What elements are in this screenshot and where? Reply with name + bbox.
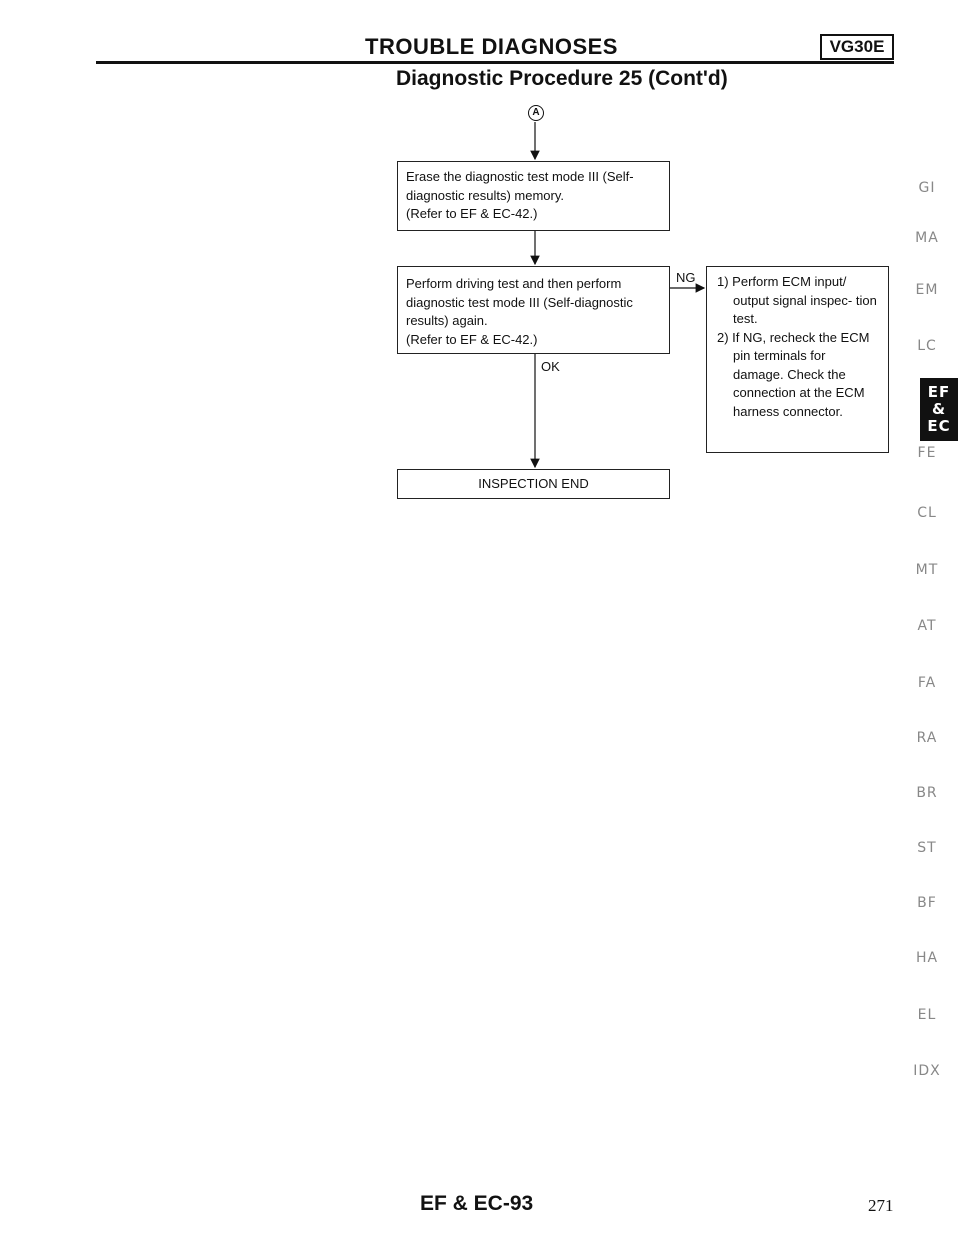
step2-line: Perform driving test and then perform <box>406 276 622 291</box>
ok-branch-label: OK <box>541 359 560 374</box>
section-tab-idx[interactable]: IDX <box>913 1063 941 1079</box>
section-tab-el[interactable]: EL <box>917 1007 937 1023</box>
step2-line: diagnostic test mode III (Self-diagnostic <box>406 294 633 310</box>
page-code: EF & EC-93 <box>420 1192 534 1215</box>
section-tab-lc[interactable]: LC <box>917 338 937 354</box>
section-tab-ra[interactable]: RA <box>916 730 938 746</box>
header-title: TROUBLE DIAGNOSES <box>365 34 618 59</box>
section-tab-fe[interactable]: FE <box>917 445 937 461</box>
section-tab-ha[interactable]: HA <box>915 950 939 966</box>
step1-line: diagnostic results) memory. <box>406 187 564 203</box>
section-tab-bf[interactable]: BF <box>917 895 937 911</box>
ng-branch-label: NG <box>676 270 696 285</box>
step1-line: (Refer to EF & EC-42.) <box>406 206 538 221</box>
section-tab-br[interactable]: BR <box>916 785 938 801</box>
section-tab-at[interactable]: AT <box>917 618 937 634</box>
section-tab-ma[interactable]: MA <box>915 230 939 246</box>
flow-inspection-end: INSPECTION END <box>397 469 670 499</box>
section-tab-em[interactable]: EM <box>915 282 939 298</box>
model-code-badge: VG30E <box>820 34 894 60</box>
ng-action-item: 2) If NG, recheck the ECM pin terminals for damage. Check the connection at the ECM harness connector. <box>717 329 870 419</box>
section-tab-st[interactable]: ST <box>917 840 937 856</box>
step1-line: Erase the diagnostic test mode III (Self- <box>406 169 634 184</box>
ng-action-item: 1) Perform ECM input/ output signal inspec- tion test. <box>717 274 877 326</box>
section-tab-ef-ec[interactable]: EF & EC <box>920 378 958 441</box>
section-tab-mt[interactable]: MT <box>915 562 939 578</box>
page-subtitle: Diagnostic Procedure 25 (Cont'd) <box>396 67 728 90</box>
flow-ng-actions <box>706 266 889 453</box>
step2-line: results) again. <box>406 313 488 328</box>
step2-line: (Refer to EF & EC-42.) <box>406 331 538 347</box>
section-tab-cl[interactable]: CL <box>917 505 937 521</box>
page-number: 271 <box>868 1196 894 1215</box>
flow-continuation-marker: A <box>528 105 544 121</box>
section-tab-fa[interactable]: FA <box>917 675 937 691</box>
flow-step-driving-test <box>397 266 670 354</box>
section-tab-gi[interactable]: GI <box>918 180 936 196</box>
flow-step-erase-memory <box>397 161 670 231</box>
